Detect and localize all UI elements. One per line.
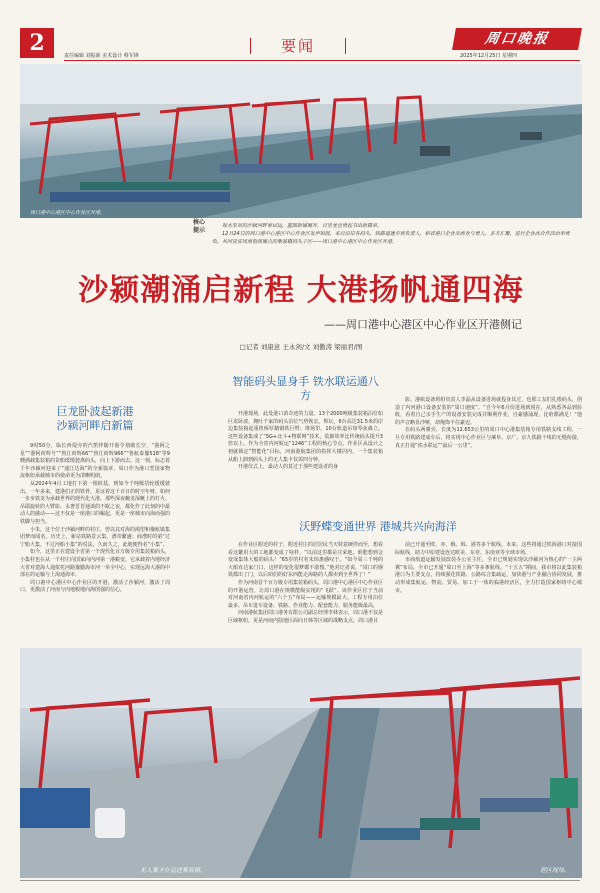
core-summary	[212, 222, 578, 246]
column-2	[228, 375, 383, 472]
bottom-photo-caption-left: 无人集卡在运送集装箱。	[140, 867, 207, 874]
column-1-title-line1: 巨龙卧波起新港	[56, 405, 134, 418]
port-cranes-illustration	[20, 64, 582, 218]
paragraph: 周口港中心港区中心作业区的开港，激活了沙颍河，激活了周口，更激活了河南与内地腹地向海图强的信心。	[20, 579, 170, 594]
footer-rule	[20, 880, 580, 881]
paragraph: 在作业区附近的村子，附近村庄的居居民当天特意硬伴而至，想看看这繁用大的工地都变成了啥样。“以前这里都是庄荣地，谁能想到会变成集体大船的码头！”65岁的村名朱炜惠感叹于。“如今周三千吨的大船直达家门口，这样的变化很梦都不敢想。”他对记者说，“周口的钢铁都出了门，以后咱们的好东西能走海路的人都卖到全世界了！”	[228, 542, 384, 579]
section-title: 要闻	[250, 35, 346, 56]
column-2b-body	[228, 542, 383, 626]
core-summary-label: 核心提示	[193, 219, 206, 234]
paragraph: 9时50分，临长西堤旁的汽笛伴随开港令划破长空，“港阿之星”“港阿荷辉号”“鲁江荷辉66”“鲁江荷辉966”“鲁航泰豫518”等9艘满载集装箱的货船缓缓驶离码头，向上下游而去。这一刻，标志着千年沙颍河迎来了“通江达海”的全新篇章，周口作为港口型国家物流枢纽承载城市的使命更为清晰明朗。	[20, 443, 171, 480]
column-3-body	[395, 397, 582, 450]
main-headline: 沙颍潮涌启新程 大港扬帆通四海	[78, 273, 524, 308]
header-rule	[64, 60, 580, 61]
paragraph: 市商航道运输发展改装办公室主任，全市已规划实现以沙颍河为核心的“一主两翼”布局，全市已开通“周口至上海”等多条航线。“十五五”期间，我市将以此集装箱港口为主要支点，持续强化铁路、公路综合集疏运，加快港与产业融合协同发展，推动形成集航运、物流、贸易、加工于一体的临港经济区，全力打造国家枢纽中心城市。	[395, 557, 582, 594]
column-2-title: 智能码头显身手 铁水联运通八方	[232, 375, 379, 402]
issue-date: 2025年12月25日 星期四	[460, 53, 518, 59]
byline: □记者 刘康意 王永剑/文 刘傲涛 梁丽君/图	[239, 343, 363, 351]
column-2b-title: 沃野蝶变通世界 港城共兴向海洋	[299, 520, 457, 533]
column-1-body	[20, 443, 170, 595]
paragraph: 开港仪式上，最动人的莫过于那些建设者的身	[238, 464, 339, 471]
summary-paragraph: 如水泵尽的沙颍河畔旁试运，蓝图新铺展开，百里龙也贵起书出新篇章。	[222, 223, 383, 229]
container-yard-illustration	[20, 648, 582, 878]
paragraph: 影。港航设备班组负责人李磊从设备进场就投身其过，也那工友们扎根码头，创造了内河港口设备安装的“周口速度”。“自今年6月份进场到现在，从熟悉各品到验收，看着自己亲手生产的设备安装完成并顺利作业，自豪感涌现，比哈都满足！”他的声音略显沙哑，却掩饰不住豪迈。	[395, 397, 582, 426]
sub-headline: ——周口港中心港区中心作业区开港侧记	[324, 318, 522, 331]
column-2-body	[228, 411, 383, 472]
paragraph: 小朱，这个位于沙颍河畔的村庄，曾以其对海的渴望和豫航镇集团梦而闻名。历史上，新站铁路景云集，漕帝繁盛；商漕时的第“过宁船大集，不过河船小集”的说法，久而久之，此地便得名“小集”。	[20, 526, 171, 548]
bottom-photo-caption-right: 港区现场。	[540, 867, 571, 874]
editor-credits: 责任编辑 刘振新 美术设计 蔡军锋	[64, 53, 139, 59]
paragraph: 如今，这里正在建设全省第一个现代化百万级专用集装箱码头，小集村也在从一个村庄向国家向内河第一港蜕变。它承载着内地经济大省对建海人通依托河路豫勤海市河一举全中心，实现远海大港的中部在的运输与上海通海市。	[20, 549, 171, 579]
top-port-photo	[20, 64, 582, 218]
page-number: 2	[20, 28, 54, 58]
paragraph: 前已开通至欧、亦、俄、韩、港等多个航线，未来，这些将通过铁海港口对接国际航线，助力中原建设连达欧美、东亚、东南亚等全球市场。	[395, 542, 582, 556]
paragraph: 在码头两翼旁，长度为12.653公里的周口中心港集装箱专用铁路支线工程，一旦专用铁路建成车后，将实现中心作业区与漯阜、京广、京九铁路干线的无缝衔接，真正打通“铁水联运”“最后一公里”。	[395, 427, 582, 449]
paragraph: 开港现场，此处港口苗奇迹的力量。13个2000吨级集装箱泊位如巨龙卧波，拥吐千家的码头泊位气势恢宏。辉坛，6台高达31.5米的岸边集装箱起重机桥厚籍钢铁巨臂；堆场里，10台轨道吊如琴弦森立。这些设备集成了“5G+北斗+物联网”技术，装卸效率比传统码头提升3倍以上。作为全省内河航运“1246”工程的核心节点，作业区从设计之初就锁定“智能化”目标，河南港航集团的指挥大楼闪内，一个集装箱从船上卸到码头上的无人集卡仅需四分钟。	[228, 411, 383, 463]
column-3b-body	[395, 542, 582, 595]
column-1-title-line2: 沙颍河畔启新篇	[56, 419, 134, 432]
newspaper-logo: 周口晚报	[452, 28, 582, 50]
column-3	[395, 397, 582, 450]
top-photo-caption: 周口港中心港区中心作业区开港。	[30, 210, 106, 216]
column-2b	[228, 520, 457, 626]
paragraph: 从2024年4月工地打下第一根桩基，到如今千吨级货轮缓缓驶出，一年多来，建港们正的铁骨，见证着这千百日的时空年财，如何一步步铁龙为承载世界的现代化大港。那些深夜蜿龙深蜒上的灯火、吊耶旋转的大臂影、永奢晋晋通谈的不眠之夜，都化作了此刻的中最动人的感动——这不仅是一座港口的崛起，更是一座城市向海而强的铁脚与担当。	[20, 480, 171, 525]
column-1	[20, 405, 170, 595]
paragraph: 河南港航集团周口港务有限公司副总经理李林表示，周口港不仅是区域枢纽，更是河南内陆地区面向日韩等区域的战略支点，周口港目	[228, 610, 384, 624]
summary-paragraph: 12月24日的周口港中心港区中心作业区发声如鼓，来自沿岸各码头、铁路道通市场负责人、和省港口企业及商业与贵人、多方汇聚，进行企业高合作活动举贵负、共同见证周南孢孩展点的集装箱码头子区——周口港中心港区中心作业区开港。	[212, 231, 570, 245]
paragraph: 作为河南首个百万级专用集装箱码头，周口港中心港区中心作业区的开港运营，让周口港在规模能级实现的“飞跃”。该作业区位于当前对河南省内河航运的“六个五”布局——运输规模最大、工程专用泊位最多、吊车进车设备、铁路、作业能力、配套能力、服务能级最高。	[228, 579, 384, 609]
column-3b	[395, 542, 582, 595]
bottom-port-photo	[20, 648, 582, 878]
